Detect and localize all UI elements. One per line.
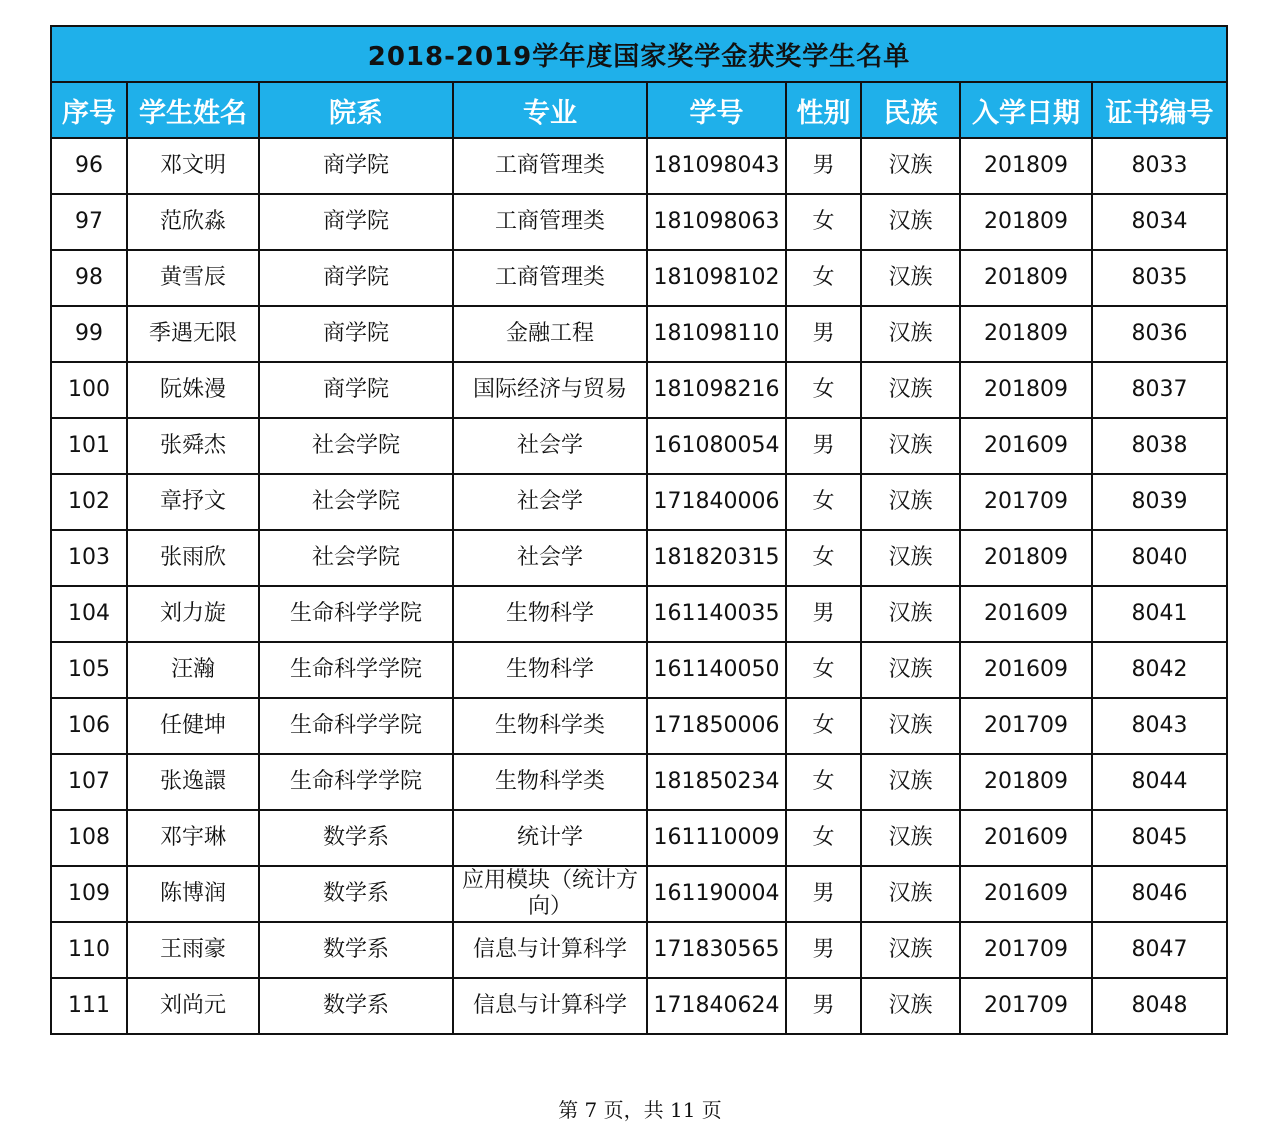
cell-certificate-no: 8035 (1092, 250, 1227, 306)
cell-gender: 女 (786, 362, 861, 418)
cell-name: 刘尚元 (127, 978, 259, 1034)
cell-enrollment-date: 201609 (960, 810, 1092, 866)
cell-enrollment-date: 201809 (960, 362, 1092, 418)
column-header-ethnicity: 民族 (861, 82, 960, 138)
cell-name: 任健坤 (127, 698, 259, 754)
cell-major: 社会学 (453, 474, 647, 530)
column-header-gender: 性别 (786, 82, 861, 138)
cell-certificate-no: 8040 (1092, 530, 1227, 586)
cell-index: 107 (51, 754, 127, 810)
cell-ethnicity: 汉族 (861, 250, 960, 306)
cell-major: 国际经济与贸易 (453, 362, 647, 418)
cell-gender: 女 (786, 250, 861, 306)
cell-enrollment-date: 201809 (960, 194, 1092, 250)
cell-gender: 女 (786, 194, 861, 250)
cell-gender: 女 (786, 530, 861, 586)
cell-name: 张雨欣 (127, 530, 259, 586)
cell-student-id: 181098216 (647, 362, 786, 418)
cell-major: 工商管理类 (453, 250, 647, 306)
column-header-certificate-no: 证书编号 (1092, 82, 1227, 138)
column-header-major: 专业 (453, 82, 647, 138)
cell-department: 生命科学学院 (259, 754, 453, 810)
cell-major: 统计学 (453, 810, 647, 866)
cell-index: 98 (51, 250, 127, 306)
cell-certificate-no: 8041 (1092, 586, 1227, 642)
table-title: 2018-2019学年度国家奖学金获奖学生名单 (51, 26, 1227, 82)
cell-ethnicity: 汉族 (861, 586, 960, 642)
cell-major: 工商管理类 (453, 138, 647, 194)
award-table (50, 25, 1228, 1035)
cell-major: 信息与计算科学 (453, 922, 647, 978)
cell-certificate-no: 8046 (1092, 866, 1227, 922)
cell-certificate-no: 8036 (1092, 306, 1227, 362)
cell-student-id: 171840006 (647, 474, 786, 530)
page-footer (0, 1094, 1280, 1123)
cell-index: 96 (51, 138, 127, 194)
cell-major: 生物科学类 (453, 698, 647, 754)
cell-index: 97 (51, 194, 127, 250)
cell-enrollment-date: 201609 (960, 418, 1092, 474)
table-row (51, 866, 1227, 922)
cell-ethnicity: 汉族 (861, 978, 960, 1034)
cell-major: 信息与计算科学 (453, 978, 647, 1034)
cell-name: 季遇无限 (127, 306, 259, 362)
cell-student-id: 161140050 (647, 642, 786, 698)
table-row (51, 698, 1227, 754)
cell-student-id: 181098110 (647, 306, 786, 362)
table-row (51, 754, 1227, 810)
cell-major: 应用模块（统计方向） (453, 866, 647, 922)
cell-name: 黄雪辰 (127, 250, 259, 306)
cell-enrollment-date: 201609 (960, 586, 1092, 642)
cell-name: 汪瀚 (127, 642, 259, 698)
cell-name: 陈博润 (127, 866, 259, 922)
cell-major: 社会学 (453, 418, 647, 474)
cell-index: 111 (51, 978, 127, 1034)
cell-certificate-no: 8033 (1092, 138, 1227, 194)
page-number-label: 第 7 页，共 11 页 (558, 1098, 722, 1122)
cell-student-id: 161110009 (647, 810, 786, 866)
cell-department: 数学系 (259, 810, 453, 866)
cell-certificate-no: 8037 (1092, 362, 1227, 418)
cell-certificate-no: 8039 (1092, 474, 1227, 530)
cell-ethnicity: 汉族 (861, 530, 960, 586)
cell-department: 社会学院 (259, 418, 453, 474)
cell-name: 王雨豪 (127, 922, 259, 978)
cell-certificate-no: 8043 (1092, 698, 1227, 754)
cell-major: 生物科学 (453, 642, 647, 698)
cell-student-id: 181820315 (647, 530, 786, 586)
cell-ethnicity: 汉族 (861, 362, 960, 418)
table-row (51, 530, 1227, 586)
cell-major: 工商管理类 (453, 194, 647, 250)
table-row (51, 418, 1227, 474)
cell-certificate-no: 8044 (1092, 754, 1227, 810)
column-header-department: 院系 (259, 82, 453, 138)
cell-certificate-no: 8047 (1092, 922, 1227, 978)
cell-ethnicity: 汉族 (861, 754, 960, 810)
cell-student-id: 161080054 (647, 418, 786, 474)
cell-student-id: 181098063 (647, 194, 786, 250)
cell-name: 阮姝漫 (127, 362, 259, 418)
cell-ethnicity: 汉族 (861, 474, 960, 530)
cell-enrollment-date: 201809 (960, 306, 1092, 362)
column-header-enrollment-date: 入学日期 (960, 82, 1092, 138)
cell-student-id: 181098043 (647, 138, 786, 194)
table-body (51, 138, 1227, 1034)
cell-student-id: 181098102 (647, 250, 786, 306)
cell-index: 110 (51, 922, 127, 978)
cell-gender: 女 (786, 474, 861, 530)
table-row (51, 138, 1227, 194)
cell-gender: 男 (786, 306, 861, 362)
cell-enrollment-date: 201609 (960, 866, 1092, 922)
cell-gender: 男 (786, 922, 861, 978)
cell-name: 刘力旋 (127, 586, 259, 642)
cell-enrollment-date: 201709 (960, 978, 1092, 1034)
table-row (51, 586, 1227, 642)
cell-index: 105 (51, 642, 127, 698)
cell-index: 108 (51, 810, 127, 866)
table-row (51, 474, 1227, 530)
table-row (51, 194, 1227, 250)
table-row (51, 810, 1227, 866)
cell-gender: 男 (786, 418, 861, 474)
cell-department: 商学院 (259, 194, 453, 250)
cell-student-id: 161140035 (647, 586, 786, 642)
cell-certificate-no: 8048 (1092, 978, 1227, 1034)
award-list-sheet (50, 25, 1226, 1035)
cell-gender: 男 (786, 138, 861, 194)
cell-department: 社会学院 (259, 530, 453, 586)
cell-major: 生物科学 (453, 586, 647, 642)
cell-name: 邓宇琳 (127, 810, 259, 866)
column-header-name: 学生姓名 (127, 82, 259, 138)
cell-department: 商学院 (259, 362, 453, 418)
cell-name: 章抒文 (127, 474, 259, 530)
cell-ethnicity: 汉族 (861, 138, 960, 194)
table-row (51, 306, 1227, 362)
table-row (51, 362, 1227, 418)
cell-enrollment-date: 201809 (960, 754, 1092, 810)
cell-index: 103 (51, 530, 127, 586)
cell-major: 社会学 (453, 530, 647, 586)
cell-enrollment-date: 201709 (960, 698, 1092, 754)
cell-ethnicity: 汉族 (861, 810, 960, 866)
cell-certificate-no: 8042 (1092, 642, 1227, 698)
cell-index: 102 (51, 474, 127, 530)
cell-department: 生命科学学院 (259, 586, 453, 642)
cell-index: 106 (51, 698, 127, 754)
cell-index: 109 (51, 866, 127, 922)
cell-enrollment-date: 201809 (960, 138, 1092, 194)
table-row (51, 642, 1227, 698)
cell-ethnicity: 汉族 (861, 194, 960, 250)
column-header-index: 序号 (51, 82, 127, 138)
cell-ethnicity: 汉族 (861, 306, 960, 362)
cell-department: 生命科学学院 (259, 698, 453, 754)
cell-ethnicity: 汉族 (861, 866, 960, 922)
cell-major: 生物科学类 (453, 754, 647, 810)
cell-gender: 女 (786, 642, 861, 698)
column-header-student-id: 学号 (647, 82, 786, 138)
cell-ethnicity: 汉族 (861, 698, 960, 754)
table-row (51, 978, 1227, 1034)
cell-department: 商学院 (259, 250, 453, 306)
cell-ethnicity: 汉族 (861, 922, 960, 978)
cell-certificate-no: 8045 (1092, 810, 1227, 866)
cell-enrollment-date: 201709 (960, 474, 1092, 530)
cell-enrollment-date: 201609 (960, 642, 1092, 698)
cell-enrollment-date: 201809 (960, 530, 1092, 586)
cell-gender: 男 (786, 866, 861, 922)
cell-gender: 女 (786, 754, 861, 810)
cell-certificate-no: 8034 (1092, 194, 1227, 250)
cell-certificate-no: 8038 (1092, 418, 1227, 474)
cell-gender: 男 (786, 586, 861, 642)
cell-student-id: 171840624 (647, 978, 786, 1034)
table-row (51, 922, 1227, 978)
cell-department: 生命科学学院 (259, 642, 453, 698)
table-row (51, 250, 1227, 306)
cell-name: 邓文明 (127, 138, 259, 194)
cell-department: 数学系 (259, 978, 453, 1034)
cell-department: 商学院 (259, 306, 453, 362)
cell-gender: 女 (786, 810, 861, 866)
table-header-row (51, 82, 1227, 138)
cell-enrollment-date: 201809 (960, 250, 1092, 306)
cell-department: 社会学院 (259, 474, 453, 530)
cell-index: 99 (51, 306, 127, 362)
cell-name: 范欣淼 (127, 194, 259, 250)
cell-department: 数学系 (259, 922, 453, 978)
cell-department: 数学系 (259, 866, 453, 922)
cell-ethnicity: 汉族 (861, 642, 960, 698)
cell-index: 104 (51, 586, 127, 642)
cell-department: 商学院 (259, 138, 453, 194)
cell-enrollment-date: 201709 (960, 922, 1092, 978)
cell-name: 张逸譞 (127, 754, 259, 810)
cell-student-id: 161190004 (647, 866, 786, 922)
cell-name: 张舜杰 (127, 418, 259, 474)
cell-student-id: 181850234 (647, 754, 786, 810)
cell-gender: 男 (786, 978, 861, 1034)
cell-index: 100 (51, 362, 127, 418)
cell-ethnicity: 汉族 (861, 418, 960, 474)
cell-index: 101 (51, 418, 127, 474)
cell-student-id: 171850006 (647, 698, 786, 754)
cell-major: 金融工程 (453, 306, 647, 362)
cell-student-id: 171830565 (647, 922, 786, 978)
cell-gender: 女 (786, 698, 861, 754)
